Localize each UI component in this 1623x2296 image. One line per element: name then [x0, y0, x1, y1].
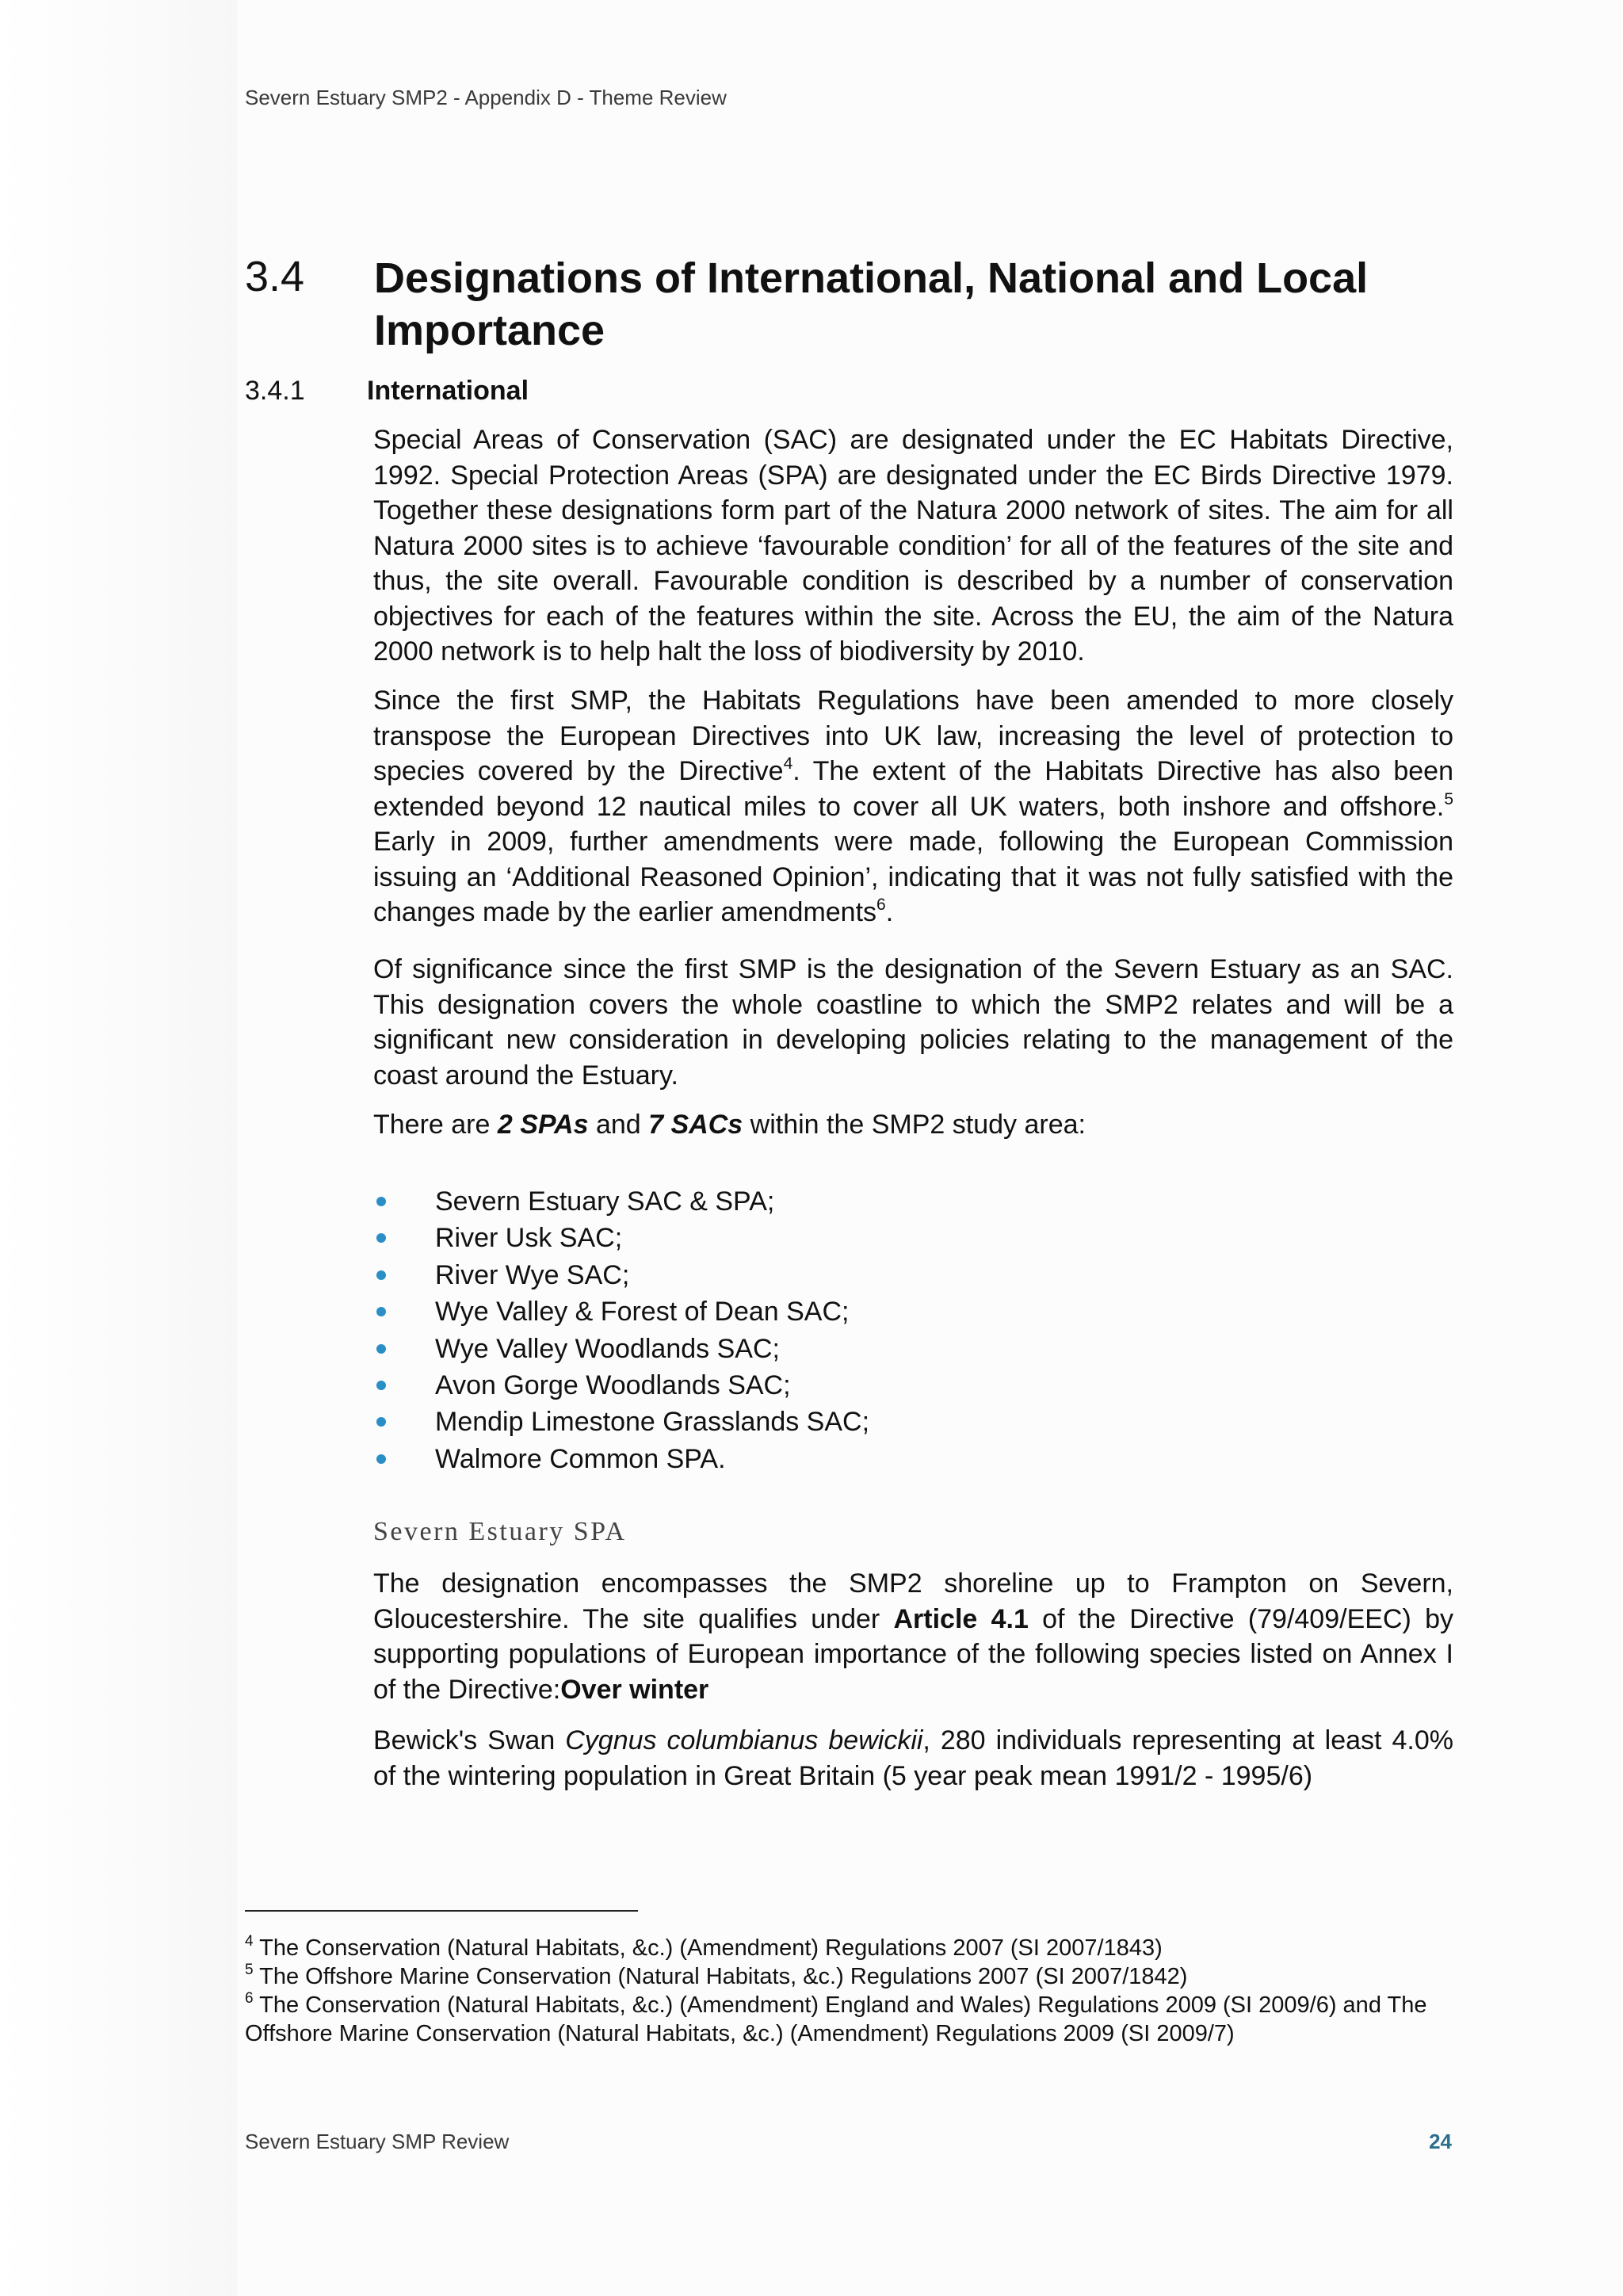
running-header: Severn Estuary SMP2 - Appendix D - Theme Review: [245, 86, 727, 109]
bullet-icon: [376, 1381, 386, 1390]
section-number: 3.4: [245, 253, 305, 300]
text-run: of the Directive (79/409/EEC) by supporting populations of European importance of the following species listed on Annex I of the Directive:: [373, 1603, 1453, 1705]
bullet-icon: [376, 1270, 386, 1280]
text-run: , 280 individuals representing at least 4.0% of the wintering population in Great Britain (5 year peak mean 1991/2 - 1995/6): [373, 1725, 1453, 1791]
text-run: There are: [373, 1110, 498, 1140]
subsection-title: International: [367, 376, 529, 406]
section-title: Designations of International, National and Local Importance: [374, 254, 1369, 354]
sac-count: 7 SACs: [648, 1110, 743, 1140]
footnote-number: 5: [245, 1962, 254, 1978]
footnote: [245, 1934, 1481, 1962]
footnotes: [245, 1934, 1481, 2048]
article-reference: Article 4.1: [893, 1603, 1029, 1634]
paragraph-severn-sac: [373, 952, 1453, 1093]
list-item-text: River Usk SAC;: [435, 1223, 623, 1254]
paragraph-natura-2000: [373, 422, 1453, 670]
list-item-text: River Wye SAC;: [435, 1259, 630, 1290]
paragraph-spa-count: [373, 1107, 1453, 1143]
footnote-number: 4: [245, 1933, 254, 1950]
text-run: . The extent of the Habitats Directive has also been extended beyond 12 nautical miles to cover all UK waters, both inshore and offshore.: [373, 756, 1454, 822]
over-winter-label: Over winter: [560, 1674, 709, 1705]
text-run: within the SMP2 study area:: [743, 1110, 1086, 1140]
bullet-icon: [376, 1454, 386, 1464]
footnote: [245, 1962, 1481, 1991]
footer-title: Severn Estuary SMP Review: [245, 2130, 510, 2153]
paragraph-text: [373, 1566, 1453, 1707]
footnote-text: The Conservation (Natural Habitats, &c.) (Amendment) Regulations 2007 (SI 2007/1843): [253, 1935, 1163, 1961]
footnote-ref[interactable]: 5: [1444, 789, 1453, 808]
paragraph-habitats-regulations: [373, 683, 1453, 930]
bullet-icon: [376, 1344, 386, 1354]
footnote: [245, 1991, 1481, 2048]
text-run: .: [885, 897, 894, 927]
footnote-ref[interactable]: 6: [876, 896, 886, 914]
list-item-text: Wye Valley & Forest of Dean SAC;: [435, 1297, 850, 1328]
text-run: Bewick's Swan: [373, 1725, 566, 1755]
text-run: and: [588, 1110, 649, 1140]
footnote-text: The Offshore Marine Conservation (Natural Habitats, &c.) Regulations 2007 (SI 2007/1842): [253, 1964, 1188, 1989]
paragraph-bewicks-swan: [373, 1723, 1453, 1794]
footnote-number: 6: [245, 1990, 254, 2007]
text-run: Since the first SMP, the Habitats Regulations have been amended to more closely transpose the European Directives into UK law, increasing the level of protection to species covered by the Directive: [373, 686, 1453, 786]
paragraph-text: [373, 683, 1453, 930]
left-margin: [0, 0, 238, 2296]
spa-count: 2 SPAs: [497, 1110, 589, 1140]
footnote-text: The Conservation (Natural Habitats, &c.) (Amendment) England and Wales) Regulations 2009 (SI 2009/6) and The Offshore Marine Conservation (Natural Habitats, &c.) (Amendment) Regulations 2009 (SI 2009/7): [245, 1992, 1427, 2046]
paragraph-spa-designation: [373, 1566, 1453, 1707]
subsection-number: 3.4.1: [245, 376, 305, 406]
bullet-icon: [376, 1197, 386, 1206]
site-heading: Severn Estuary SPA: [373, 1517, 627, 1546]
footnote-ref[interactable]: 4: [783, 755, 793, 773]
list-item-text: Avon Gorge Woodlands SAC;: [435, 1370, 791, 1400]
text-run: Early in 2009, further amendments were made, following the European Commission issuing an ‘Additional Reasoned Opinion’, indicating that it was not fully satisfied with the changes made by the earlier amendments: [373, 827, 1453, 927]
paragraph-text: [373, 1107, 1453, 1143]
list-item-text: Mendip Limestone Grasslands SAC;: [435, 1407, 870, 1438]
list-item-text: Wye Valley Woodlands SAC;: [435, 1333, 780, 1364]
paragraph-text: [373, 1723, 1453, 1794]
species-name: Cygnus columbianus bewickii: [565, 1725, 923, 1755]
footnote-separator: [245, 1910, 638, 1912]
list-item-text: Severn Estuary SAC & SPA;: [435, 1186, 775, 1217]
list-item-text: Walmore Common SPA.: [435, 1443, 726, 1474]
page-number: 24: [1429, 2130, 1452, 2153]
text-run: The designation encompasses the SMP2 shoreline up to Frampton on Severn, Gloucestershire. The site qualifies under: [373, 1568, 1453, 1634]
paragraph-text: Of significance since the first SMP is the designation of the Severn Estuary as an SAC. This designation covers the whole coastline to which the SMP2 relates and will be a significant new consideration in developing policies relating to the management of the coast around the Estuary.: [373, 954, 1453, 1091]
paragraph-text: Special Areas of Conservation (SAC) are designated under the EC Habitats Directive, 1992. Special Protection Areas (SPA) are designated under the EC Birds Directive 1979. Together these designations form part of the Natura 2000 network of sites. The aim for all Natura 2000 sites is to achieve ‘favourable condition’ for all of the features of the site and thus, the site overall. Favourable condition is described by a number of conservation objectives for each of the features within the site. Across the EU, the aim of the Natura 2000 network is to help halt the loss of biodiversity by 2010.: [373, 425, 1453, 667]
